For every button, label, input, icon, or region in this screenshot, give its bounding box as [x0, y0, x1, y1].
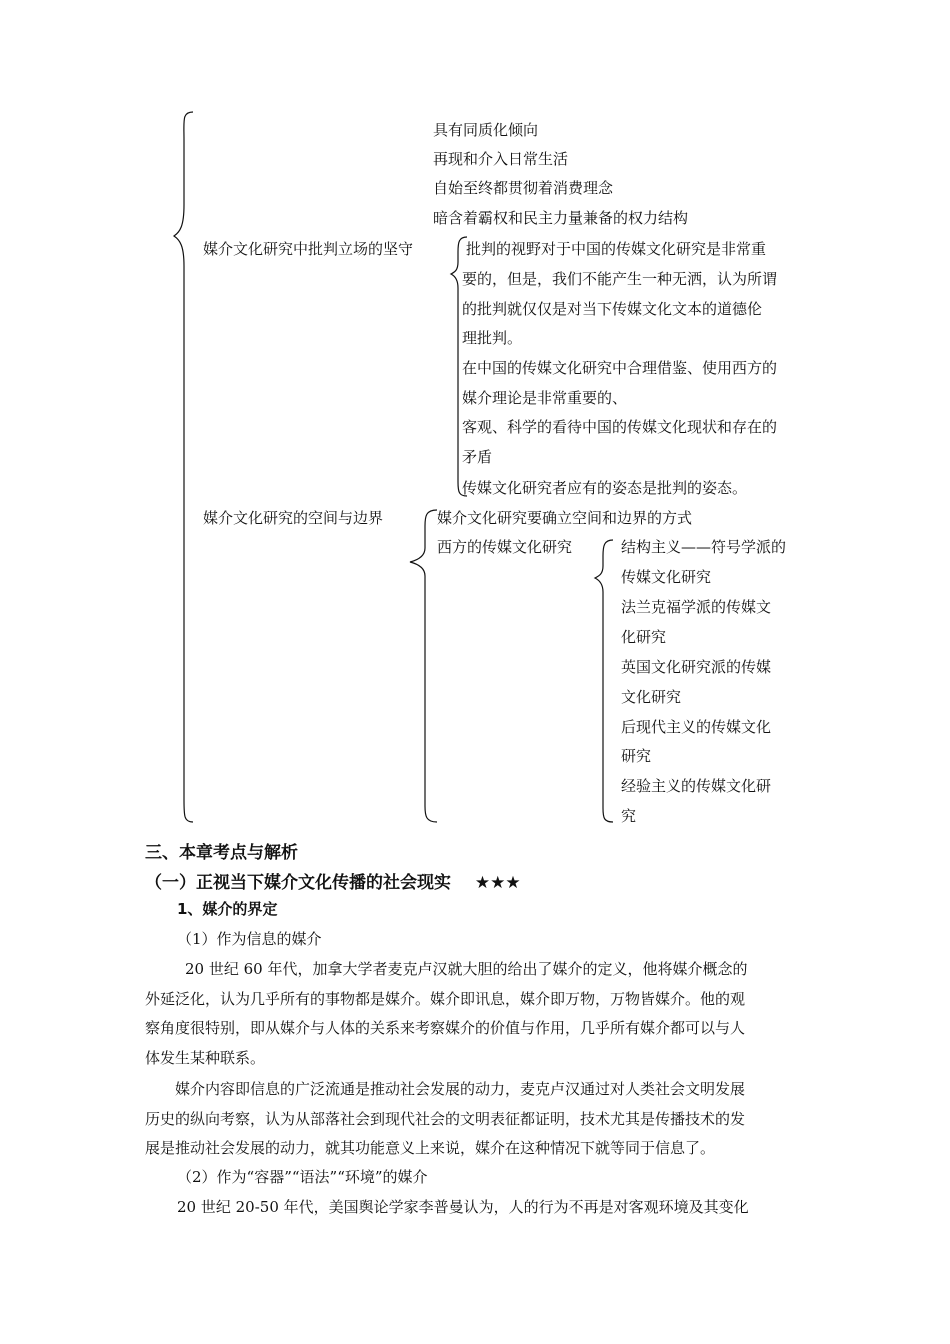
para-line: 展是推动社会发展的动力，就其功能意义上来说，媒介在这种情况下就等同于信息了。	[145, 1139, 716, 1158]
school-line: 结构主义——符号学派的	[621, 538, 787, 556]
paragraph-1	[145, 955, 810, 1073]
critical-line: 批判的视野对于中国的传媒文化研究是非常重	[466, 240, 767, 258]
para-line: 外延泛化，认为几乎所有的事物都是媒介。媒介即讯息，媒介即万物，万物皆媒介。他的观	[145, 989, 746, 1008]
top-item: 自始至终都贯彻着消费理念	[433, 179, 614, 197]
top-item: 暗含着霸权和民主力量兼备的权力结构	[433, 209, 689, 227]
west-brace	[595, 540, 613, 822]
para-line: 察角度很特别，即从媒介与人体的关系来考察媒介的价值与作用，几乎所有媒介都可以与人	[145, 1019, 746, 1038]
point-heading: （2）作为“容器”“语法”“环境”的媒介	[177, 1168, 428, 1186]
space-item: 媒介文化研究要确立空间和边界的方式	[437, 509, 693, 527]
top-item: 具有同质化倾向	[433, 121, 539, 139]
top-item: 再现和介入日常生活	[433, 150, 569, 168]
school-line: 文化研究	[621, 688, 682, 706]
school-line: 后现代主义的传媒文化	[621, 718, 772, 736]
topic-heading: 1、媒介的界定	[177, 900, 278, 918]
school-line: 研究	[621, 747, 652, 765]
critical-line: 传媒文化研究者应有的姿态是批判的姿态。	[462, 479, 748, 497]
point-heading: （1）作为信息的媒介	[177, 930, 322, 948]
para-line: 20 世纪 60 年代，加拿大学者麦克卢汉就大胆的给出了媒介的定义，他将媒介概念的	[185, 960, 748, 978]
para-line: 媒介内容即信息的广泛流通是推动社会发展的动力，麦克卢汉通过对人类社会文明发展	[175, 1080, 746, 1098]
critical-line: 矛盾	[462, 448, 493, 466]
school-line: 经验主义的传媒文化研	[621, 777, 772, 795]
star-rating: ★★★	[474, 873, 521, 893]
school-line: 究	[621, 807, 637, 825]
para-line: 体发生某种联系。	[145, 1048, 266, 1067]
school-line: 化研究	[621, 628, 667, 646]
critical-line: 客观、科学的看待中国的传媒文化现状和存在的	[462, 418, 778, 436]
critical-line: 在中国的传媒文化研究中合理借鉴、使用西方的	[462, 359, 778, 377]
school-line: 英国文化研究派的传媒	[621, 658, 772, 676]
paragraph-3-line: 20 世纪 20-50 年代，美国舆论学家李普曼认为，人的行为不再是对客观环境及其变化	[177, 1198, 749, 1216]
school-line: 传媒文化研究	[621, 568, 712, 586]
space-boundary-label: 媒介文化研究的空间与边界	[203, 509, 384, 527]
school-line: 法兰克福学派的传媒文	[621, 598, 772, 616]
outer-brace	[174, 112, 193, 822]
critical-line: 要的，但是，我们不能产生一种无洒，认为所谓	[462, 270, 778, 288]
space-item: 西方的传媒文化研究	[437, 538, 573, 556]
critical-line: 的批判就仅仅是对当下传媒文化文本的道德伦	[462, 300, 763, 318]
space-brace	[410, 510, 437, 822]
critical-stance-label: 媒介文化研究中批判立场的坚守	[203, 240, 414, 258]
para-line: 历史的纵向考察，认为从部落社会到现代社会的文明表征都证明，技术尤其是传播技术的发	[145, 1109, 746, 1128]
section-heading: 三、本章考点与解析	[145, 843, 298, 863]
paragraph-2	[145, 1075, 810, 1164]
critical-line: 理批判。	[462, 329, 523, 347]
subsection-title: （一）正视当下媒介文化传播的社会现实	[145, 873, 451, 893]
critical-line: 媒介理论是非常重要的、	[462, 389, 628, 407]
subsection-heading	[145, 868, 521, 893]
